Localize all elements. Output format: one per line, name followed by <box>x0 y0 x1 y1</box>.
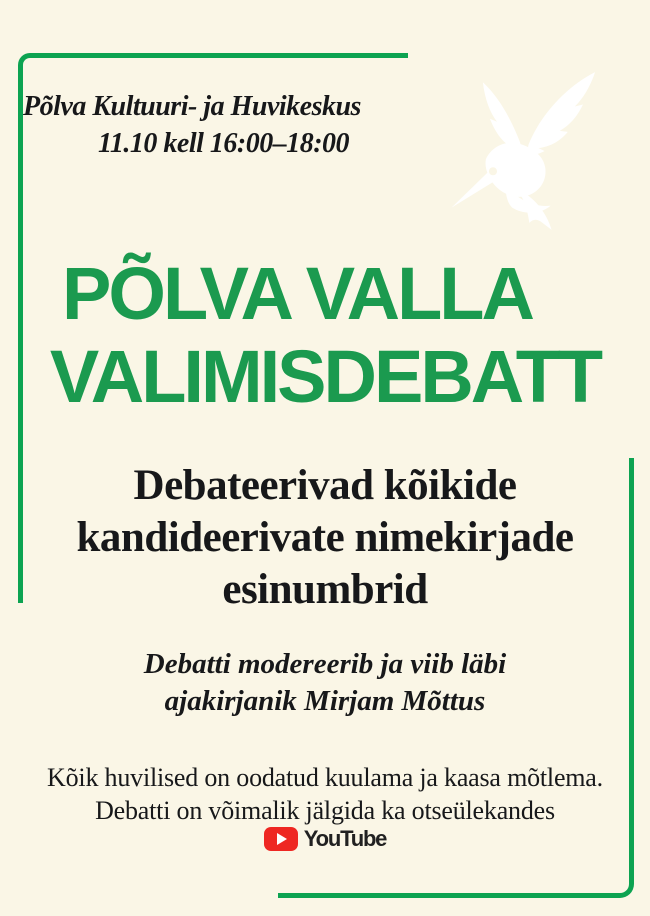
topic-line-1: Debateerivad kõikide <box>133 462 517 509</box>
youtube-wordmark: YouTube <box>303 826 387 851</box>
event-datetime: 11.10 kell 16:00–18:00 <box>97 128 350 159</box>
youtube-logo <box>0 827 650 851</box>
moderator-info <box>0 646 650 720</box>
audience-line-2: Debatti on võimalik jälgida ka otseülekandes <box>95 796 555 825</box>
moderator-line-1: Debatti modereerib ja viib läbi <box>143 648 507 680</box>
hummingbird-icon <box>438 56 643 238</box>
audience-line-1: Kõik huvilised on oodatud kuulama ja kaasa mõtlema. <box>47 763 603 792</box>
topic-line-3: esinumbrid <box>222 566 428 613</box>
venue-name: Põlva Kultuuri- ja Huvikeskus <box>23 91 361 122</box>
poster-title <box>0 252 650 418</box>
play-triangle-icon <box>277 833 287 845</box>
youtube-play-icon <box>264 827 298 851</box>
audience-note <box>0 761 650 827</box>
moderator-line-2: ajakirjanik Mirjam Mõttus <box>164 685 486 717</box>
event-venue-datetime <box>18 88 410 162</box>
topic-line-2: kandideerivate nimekirjade <box>76 514 574 561</box>
debate-topic <box>0 460 650 616</box>
title-line-1: PÕLVA VALLA <box>62 252 532 335</box>
title-line-2: VALIMISDEBATT <box>49 335 601 418</box>
